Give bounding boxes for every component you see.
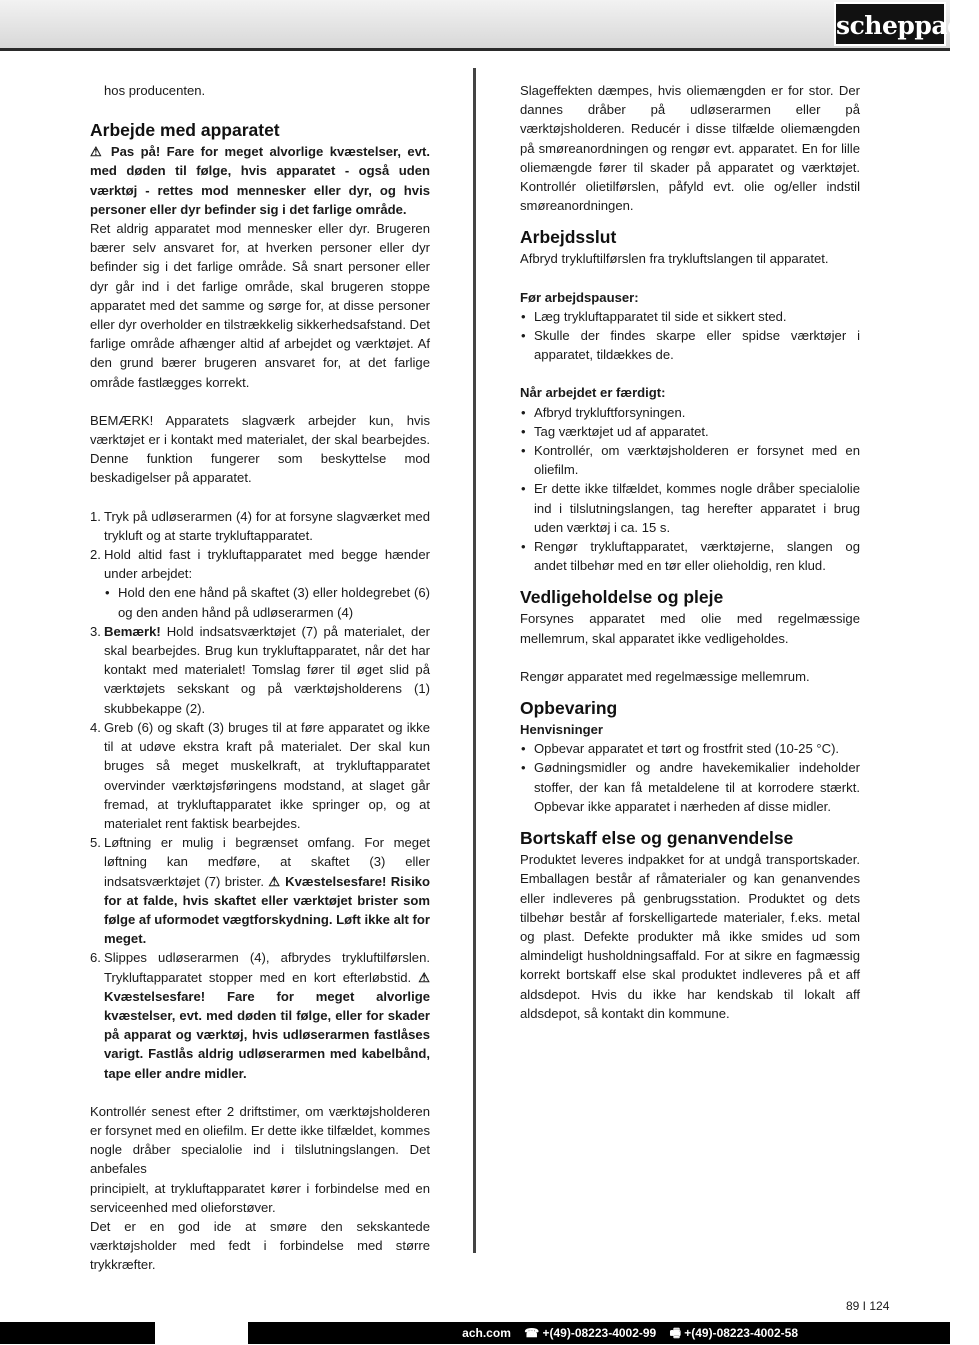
header-rule	[0, 48, 950, 51]
control-text-3: Det er en god ide at smøre den sekskantede værktøjsholder med fedt i forbindelse med større trykkræfter.	[90, 1218, 430, 1273]
storage-list	[520, 739, 860, 816]
brand-logo: scheppach	[834, 2, 946, 46]
step-item: 4. Greb (6) og skaft (3) bruges til at føre apparatet og ikke til at udøve ekstra kraft på materialet. Der skal kun bruges så meget muskelkraft, at trykluftapparatet overvinder værktøjsføringens modstand, at slaget går fremad, at trykluftapparatet ikke springer op, og at materialet rent faktisk bearbejdes.	[90, 719, 430, 831]
step-item: 6. Slippes udløserarmen (4), afbrydes trykluftilførslen. Trykluftapparatet stopper med en kort efterløbstid. ⚠ Kvæstelsesfare! Fare for meget alvorlige kvæstelser, evt. med døden til følge, eller for skader på apparat og værktøj, hvis udløserarmen fastlåses varigt. Fastlås aldrig udløserarmen med kabelbånd, tape eller andre midler.	[90, 950, 430, 1081]
heading-disposal: Bortskaff else og genanvendelse	[520, 828, 794, 849]
maintenance-text-2: Rengør apparatet med regelmæssige mellemrum.	[520, 668, 810, 684]
note-text: BEMÆRK! Apparatets slagværk arbejder kun, hvis værktøjet er i kontakt med materialet, der skal bearbejdes. Denne funktion fungerer som beskyttelse mod beskadigelser på apparatet.	[90, 412, 430, 486]
footer-gap	[155, 1322, 248, 1344]
warning-body: Ret aldrig apparatet mod mennesker eller dyr. Brugeren bærer selv ansvaret for, at hverken personer eller dyr befinder sig i det farlige område. Så snart personer eller dyr går ind i det farlige område, skal brugeren stoppe apparatet med det samme og sørge for, at disse personer eller dyr overholder en tilstrækkelig sikkerhedsafstand. Det farlige område afhænger altid af arbejdet og værktøjet. Af den grund bærer brugeren ansvaret for, at det farlige område fastlægges korrekt.	[90, 221, 430, 390]
column-divider	[473, 68, 476, 1253]
end-text: Afbryd trykluftilførslen fra trykluftslangen til apparatet.	[520, 251, 829, 267]
list-item: • Tag værktøjet ud af apparatet.	[520, 422, 860, 441]
control-text-2: principielt, at trykluftapparatet kører i forbindelse med en serviceenhed med olieforstøver.	[90, 1180, 430, 1215]
list-item: • Skulle der findes skarpe eller spidse værktøjer i apparatet, tildækkes de.	[520, 326, 860, 364]
storage-subheading: Henvisninger	[520, 722, 603, 738]
done-list	[520, 403, 860, 576]
heading-maintenance: Vedligeholdelse og pleje	[520, 587, 724, 608]
step-subitem: • Hold den ene hånd på skaftet (3) eller holdegrebet (6) og den anden hånd på udløserarmen (4)	[104, 583, 430, 621]
disposal-text: Produktet leveres indpakket for at undgå transportskader. Emballagen består af råmaterialer og kan genanvendes eller indleveres på genbrugsstation. Produktet og dets tilbehør består af forskelligartede materialer, f.eks. metal og plast. Defekte produkter må ikke smides ud som almindeligt husholdningsaffald. For at sikre en fagmæssig korrekt bortskaff else skal produktet indleveres på et aff aldsdepot. Hvis du ikke har kendskab til lokalt aff aldsdepot, så kontakt din kommune.	[520, 852, 860, 1021]
left-column	[90, 81, 430, 1275]
header-bar	[0, 0, 950, 48]
oil-text: Slageffekten dæmpes, hvis oliemængden er for stor. Der dannes dråber på udløserarmen eller på værktøjsholderen. Reducér i disse tilfælde oliemængden på smøreanordningen og rengør evt. apparatet. En for lille oliemængde fører til skader på apparatet og værktøjet. Kontrollér olietilførslen, påfyld evt. olie og/eller indstil smøreanordningen.	[520, 83, 860, 214]
footer-phone: ☎ +(49)-08223-4002-99	[524, 1326, 657, 1340]
list-item: • Læg trykluftapparatet til side et sikkert sted.	[520, 307, 860, 326]
warning-text: ⚠ Pas på! Fare for meget alvorlige kvæstelser, evt. med døden til følge, hvis apparatet - også uden værktøj - rettes mod mennesker eller dyr, og hvis personer eller dyr befinder sig i det farlige område.	[90, 144, 430, 217]
heading-storage: Opbevaring	[520, 698, 618, 719]
control-text: Kontrollér senest efter 2 driftstimer, om værktøjsholderen er forsynet med en oliefilm. Er dette ikke tilfældet, kommes nogle dråber specialolie ind i tilslutningslangen. Det anbefales	[90, 1103, 430, 1177]
list-item: • Er dette ikke tilfældet, kommes nogle dråber specialolie ind i tilslutningslangen, tag herefter apparatet i brug uden værktøj i ca. 15 s.	[520, 479, 860, 537]
heading-end: Arbejdsslut	[520, 227, 617, 248]
list-item: • Afbryd trykluftforsyningen.	[520, 403, 860, 422]
list-item: • Gødningsmidler og andre havekemikalier indeholder stoffer, der kan få metaldelene til at korrodere stærkt. Opbevar ikke apparatet i nærheden af disse midler.	[520, 758, 860, 816]
maintenance-text: Forsynes apparatet med olie med regelmæssige mellemrum, skal apparatet ikke vedligeholdes.	[520, 611, 860, 646]
intro-text: hos producenten.	[104, 83, 206, 98]
step-item: 2. Hold altid fast i trykluftapparatet med begge hænder under arbejdet: • Hold den ene hånd på skaftet (3) eller holdegrebet (6) og den anden hånd på udløserarmen (4)	[90, 545, 430, 622]
pause-list	[520, 307, 860, 365]
list-item: • Rengør trykluftapparatet, værktøjerne, slangen og andet tilbehør med en tør eller olieholdig, ren klud.	[520, 537, 860, 575]
done-heading: Når arbejdet er færdigt:	[520, 385, 666, 401]
step-item: 5. Løftning er mulig i begrænset omfang. For meget løftning kan medføre, at skaftet (3) eller indsatsværktøjet (7) brister. ⚠ Kvæstelsesfare! Risiko for at falde, hvis skaftet eller værktøjet brister som følge af uformodet vægtforskydning. Løft ikke alt for meget.	[90, 835, 430, 947]
steps-list	[90, 507, 430, 1083]
heading-work: Arbejde med apparatet	[90, 120, 280, 141]
step-item: 1. Tryk på udløserarmen (4) for at forsyne slagværket med trykluft og at starte trykluftapparatet.	[90, 508, 430, 543]
right-column	[520, 81, 860, 1023]
footer-website: ach.com	[462, 1326, 511, 1340]
list-item: • Kontrollér, om værktøjsholderen er forsynet med en oliefilm.	[520, 441, 860, 479]
page-number: 89 I 124	[846, 1299, 890, 1313]
pause-heading: Før arbejdspauser:	[520, 289, 639, 305]
step-item: 3. Bemærk! Hold indsatsværktøjet (7) på materialet, der skal bearbejdes. Brug kun trykluftapparatet, når det har kontakt med materialet! Tomslag fører til øget slid på værktøjets sekskant og på værktøjsholderens (1) skubbekappe (2).	[90, 623, 430, 716]
list-item: • Opbevar apparatet et tørt og frostfrit sted (10-25 °C).	[520, 739, 860, 758]
footer-contact	[452, 1322, 798, 1344]
footer-fax: 🖷 +(49)-08223-4002-58	[669, 1326, 798, 1340]
